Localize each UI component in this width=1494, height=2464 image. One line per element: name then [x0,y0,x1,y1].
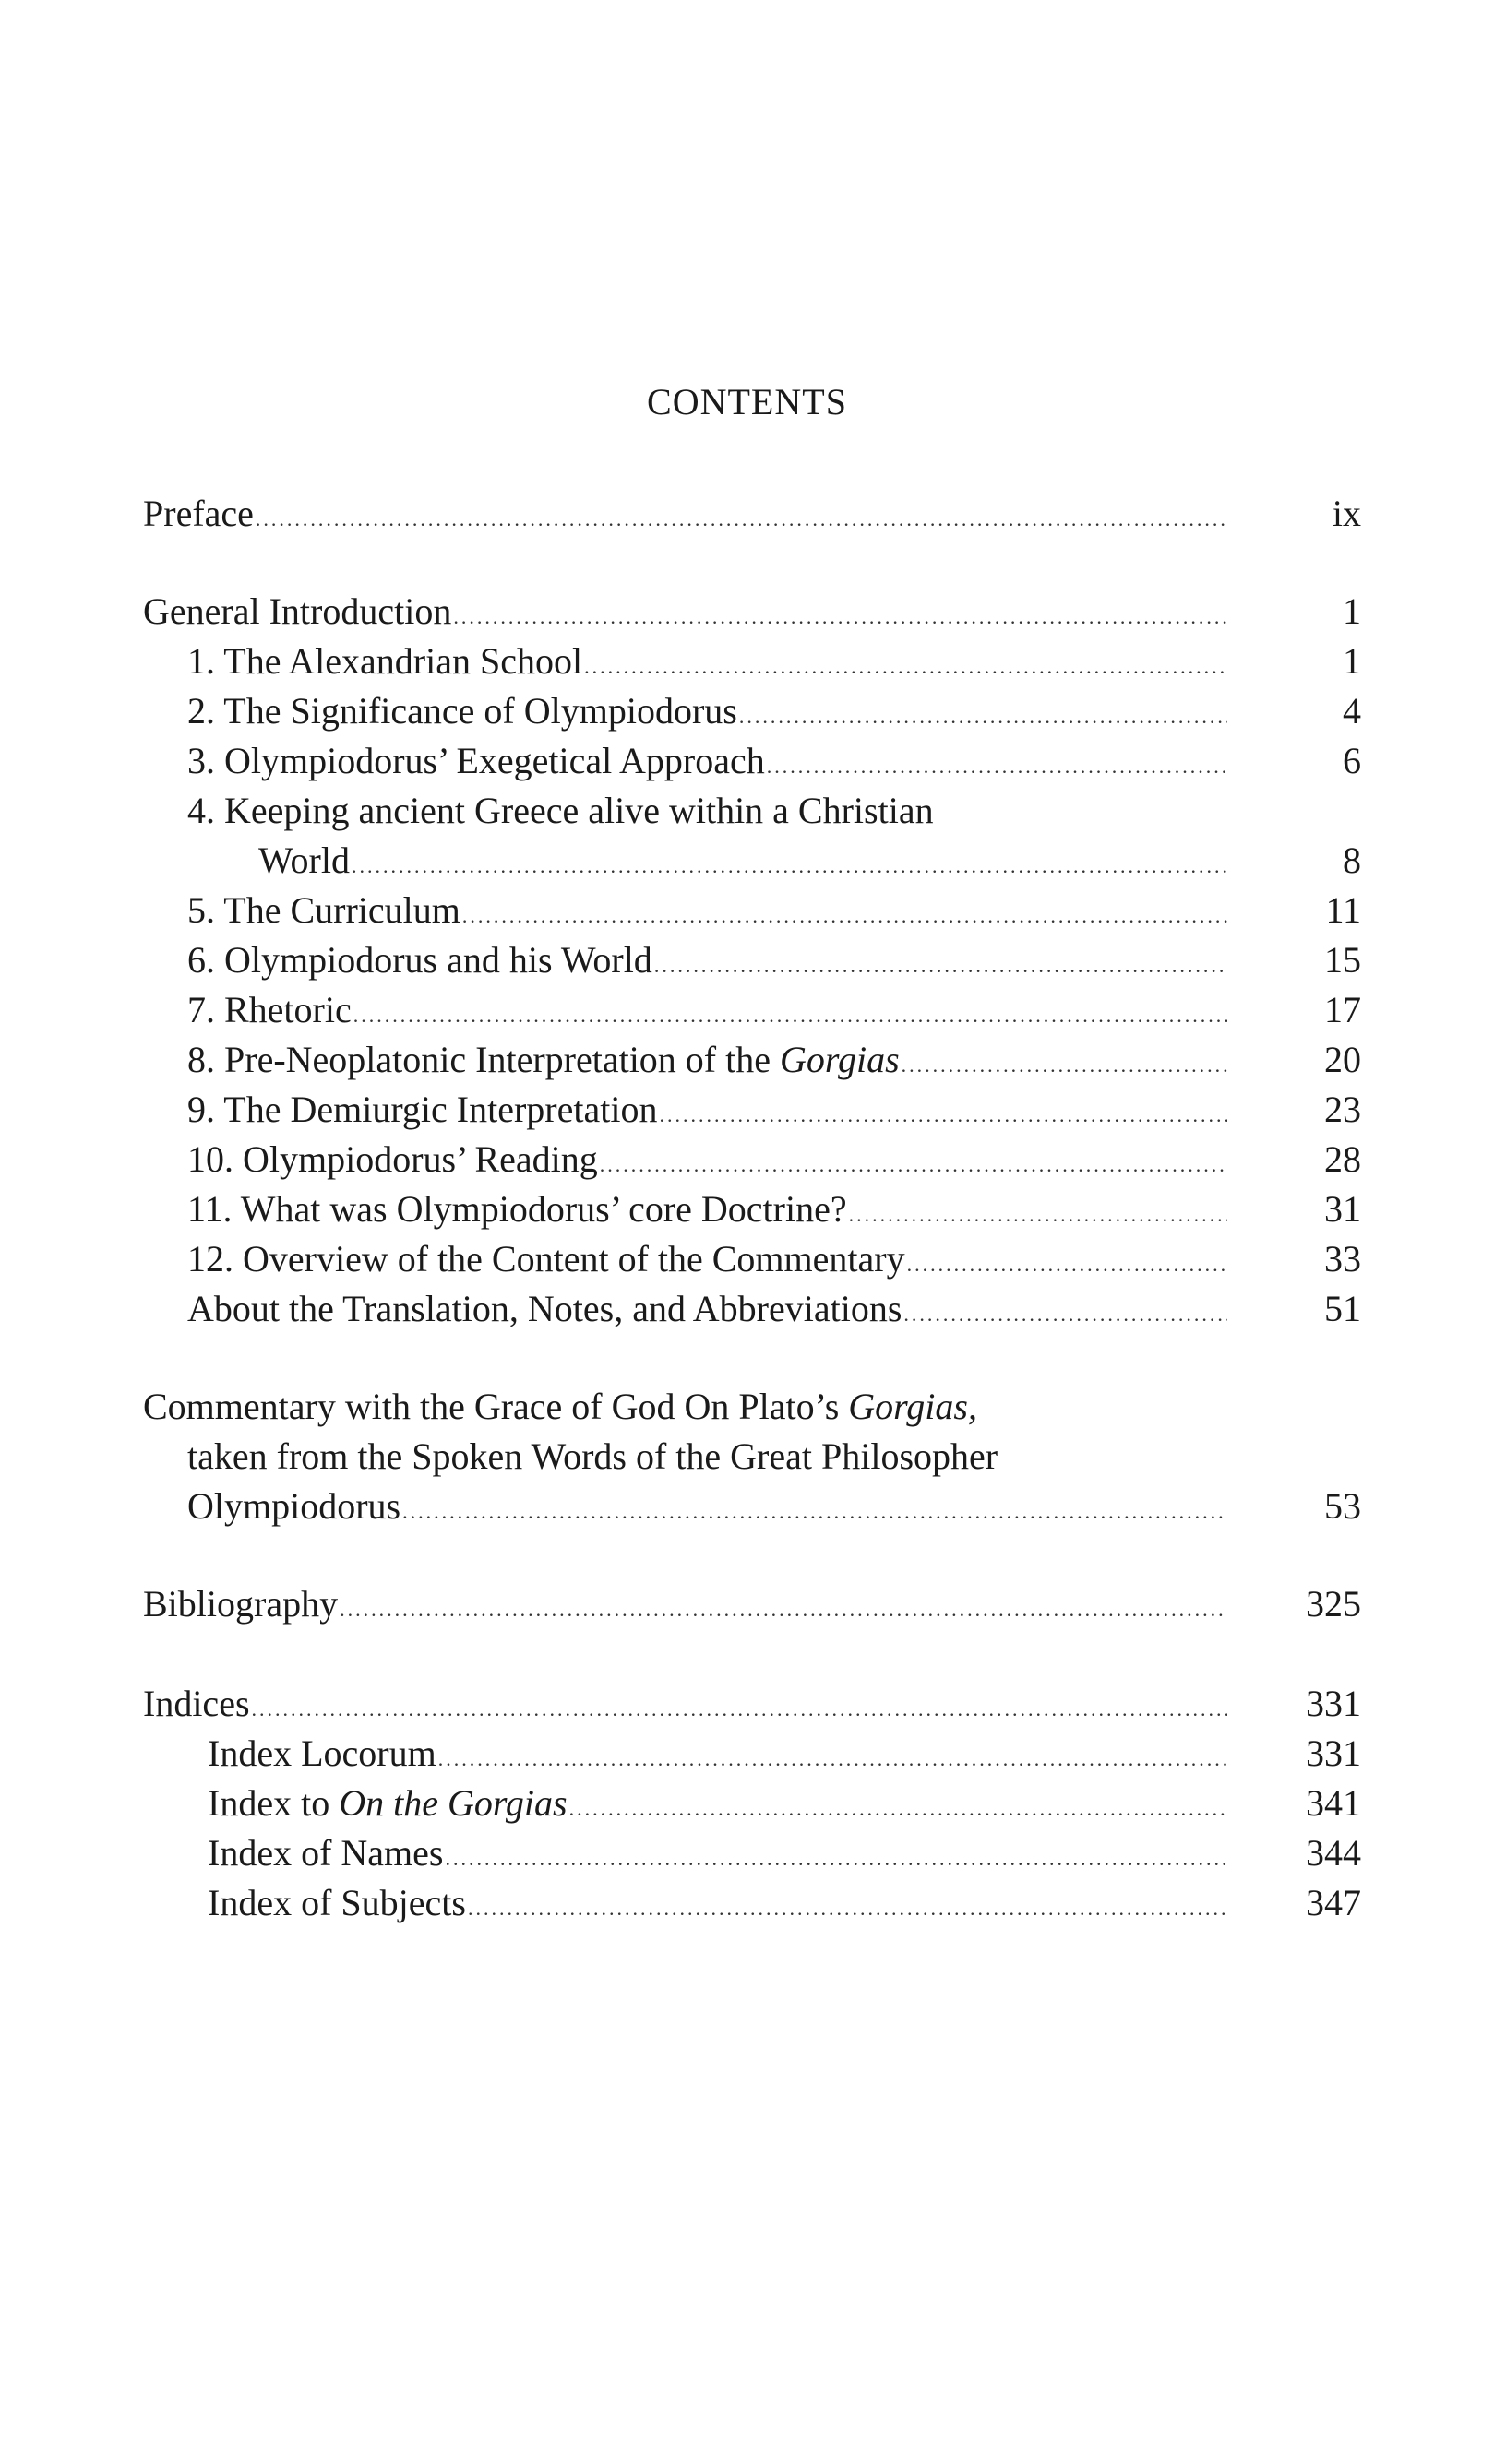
toc-label-continued: World [258,836,352,886]
toc-item-number: 10. [187,1138,233,1180]
toc-label: Commentary with the Grace of God On Plato’s [143,1386,840,1427]
toc-item-number: 2. [187,690,215,732]
toc-entry-about-translation [143,1284,1361,1334]
toc-entry [143,1085,1361,1135]
toc-entry [143,1234,1361,1284]
toc-label: Bibliography [143,1579,340,1629]
toc-page-number: 31 [1324,1188,1361,1230]
toc-label: About the Translation, Notes, and Abbreviations [187,1284,903,1334]
toc-label: Indices [143,1679,252,1729]
toc-entry [143,686,1361,736]
toc-label-italic: On the Gorgias [339,1782,568,1824]
toc-label: Preface [143,489,256,539]
toc-label: What was Olympiodorus’ core Doctrine? [240,1188,847,1230]
toc-entry [143,736,1361,786]
toc-label: Olympiodorus’ Exegetical Approach [224,740,765,781]
toc-page-number: 325 [1306,1583,1361,1625]
toc-label: The Alexandrian School [223,640,583,682]
toc-entry [143,985,1361,1035]
toc-page-number: 8 [1343,839,1361,881]
toc-item-number: 12. [187,1238,233,1280]
toc-label: Rhetoric [224,989,352,1030]
toc-page-number: 20 [1324,1039,1361,1080]
toc-page-number: 28 [1324,1138,1361,1180]
toc-label: General Introduction [143,587,453,637]
toc-page-number: 341 [1306,1782,1361,1824]
toc-entry-indices [143,1679,1361,1729]
toc-item-number: 5. [187,889,215,931]
toc-commentary-line-2: taken from the Spoken Words of the Great Philosopher [187,1435,998,1477]
toc-entry-general-introduction [143,587,1361,637]
toc-page-number: 17 [1324,989,1361,1030]
toc-item-number: 6. [187,939,215,981]
toc-page-number: 23 [1324,1089,1361,1130]
toc-label: Index of Subjects [208,1878,468,1928]
toc-page-number: 344 [1306,1832,1361,1874]
toc-entry-index-names [143,1828,1361,1878]
toc-label: Index of Names [208,1828,445,1878]
toc-entry-index-locorum [143,1729,1361,1779]
toc-label: Olympiodorus [187,1482,402,1531]
toc-entry-index-gorgias [143,1779,1361,1828]
toc-entry [143,886,1361,935]
toc-page-number: 1 [1343,590,1361,632]
toc-item-number: 11. [187,1188,233,1230]
toc-entry [143,935,1361,985]
toc-label: Olympiodorus’ Reading [243,1138,598,1180]
toc-page-number: 15 [1324,939,1361,981]
toc-label: Pre-Neoplatonic Interpretation of the [224,1039,771,1080]
toc-entry [143,1035,1361,1085]
toc-item-number: 7. [187,989,215,1030]
toc-label: Keeping ancient Greece alive within a Christian [224,790,934,831]
toc-label: Index to [208,1782,330,1824]
toc-item-number: 9. [187,1089,215,1130]
toc-label: Olympiodorus and his World [224,939,652,981]
toc-item-number: 3. [187,740,215,781]
toc-page-number: 6 [1343,740,1361,781]
toc-label: The Curriculum [223,889,460,931]
page-title: CONTENTS [647,381,847,423]
toc-page-number: 347 [1306,1882,1361,1923]
toc-label-italic: Gorgias, [848,1386,977,1427]
toc-entry-index-subjects [143,1878,1361,1928]
toc-entry-preface [143,489,1361,539]
toc-item-number: 4. [187,790,215,831]
toc-page-number: 1 [1343,640,1361,682]
toc-label-italic: Gorgias [780,1039,900,1080]
toc-label: Index Locorum [208,1729,438,1779]
toc-page-number: 11 [1325,889,1361,931]
toc-entry-commentary [143,1482,1361,1531]
toc-item-number: 8. [187,1039,215,1080]
toc-page-number: 4 [1343,690,1361,732]
toc-page-number: ix [1332,493,1361,534]
toc-commentary-line-1 [143,1382,977,1432]
toc-item-number: 1. [187,640,215,682]
toc-label: Overview of the Content of the Commentary [243,1238,905,1280]
toc-entry [143,637,1361,686]
toc-entry [143,836,1361,886]
toc-label: The Significance of Olympiodorus [223,690,737,732]
toc-page-number: 331 [1306,1732,1361,1774]
toc-entry [143,1135,1361,1184]
toc-entry-bibliography [143,1579,1361,1629]
toc-entry-first-line [187,786,934,836]
toc-page-number: 33 [1324,1238,1361,1280]
toc-page-number: 53 [1324,1485,1361,1527]
toc-label: The Demiurgic Interpretation [223,1089,658,1130]
toc-page-number: 51 [1324,1288,1361,1329]
toc-entry [143,1184,1361,1234]
toc-page-number: 331 [1306,1683,1361,1724]
